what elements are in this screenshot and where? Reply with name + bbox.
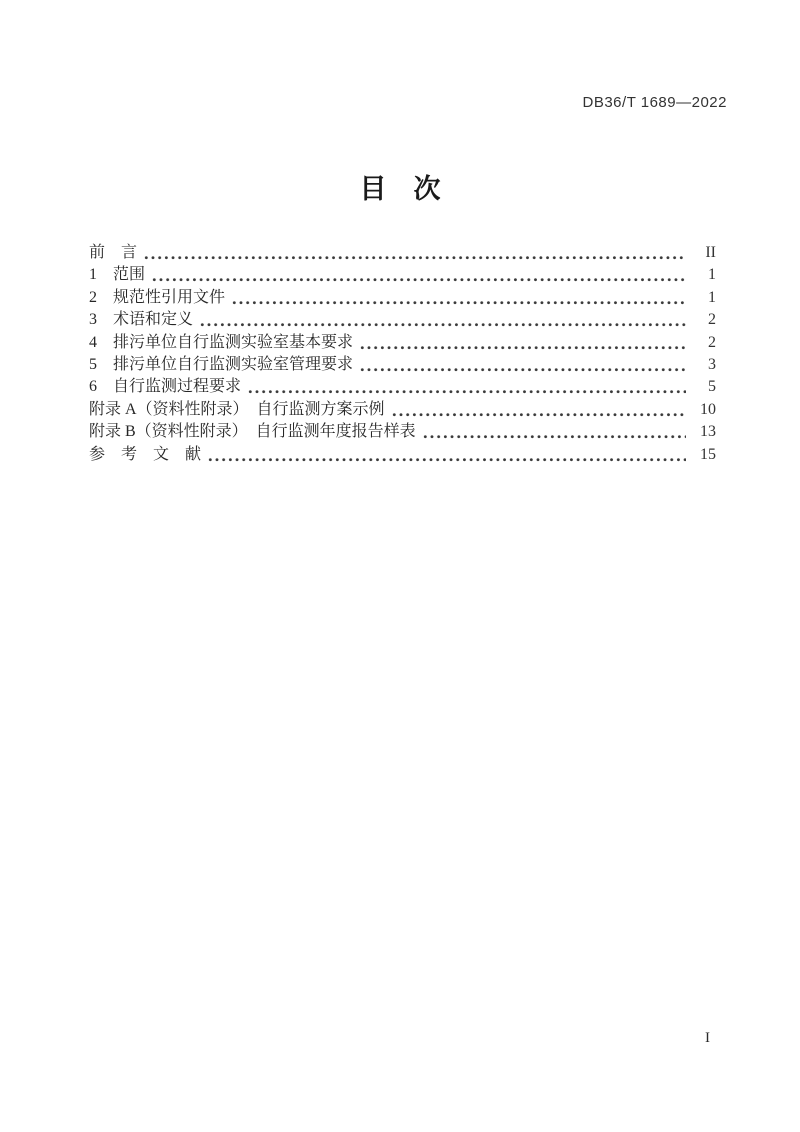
toc-entry (89, 242, 716, 264)
toc-entry-label: 2 规范性引用文件 (89, 288, 226, 306)
toc-entry-page: 15 (700, 445, 716, 463)
toc-entry (89, 399, 716, 421)
toc-entry-label: 6 自行监测过程要求 (89, 378, 242, 396)
toc-entry (89, 332, 716, 354)
dot-leader (151, 264, 686, 286)
toc-entry-label: 3 术语和定义 (89, 311, 194, 329)
toc-entry-label: 附录 B（资料性附录） 自行监测年度报告样表 (89, 423, 416, 441)
dot-leader (359, 354, 686, 376)
page-title: 目 次 (359, 174, 441, 204)
toc-entry-label: 1 范围 (89, 266, 146, 284)
toc-entry (89, 421, 716, 443)
toc-entry (89, 264, 716, 286)
dot-leader (143, 242, 686, 264)
toc-entry-page: 5 (708, 378, 716, 396)
toc-entry-page: II (705, 244, 716, 261)
dot-leader (247, 376, 686, 398)
toc-entry-label: 附录 A（资料性附录） 自行监测方案示例 (89, 400, 385, 418)
toc-entry-label: 5 排污单位自行监测实验室管理要求 (89, 355, 354, 373)
footer-page-number: I (705, 1030, 710, 1046)
toc-entry (89, 376, 716, 398)
toc-entry-page: 13 (700, 423, 716, 441)
toc-entry-page: 1 (708, 266, 716, 284)
toc-entry-page: 3 (708, 355, 716, 373)
dot-leader (231, 287, 686, 309)
dot-leader (422, 421, 686, 443)
dot-leader (199, 309, 686, 331)
toc-entry (89, 287, 716, 309)
toc-entry (89, 354, 716, 376)
table-of-contents (89, 242, 716, 466)
toc-entry-page: 1 (708, 288, 716, 306)
toc-entry-label: 参 考 文 献 (89, 445, 202, 463)
standard-code-header: DB36/T 1689—2022 (582, 94, 727, 111)
dot-leader (207, 444, 686, 466)
toc-entry-page: 10 (700, 400, 716, 418)
toc-entry-label: 前 言 (89, 244, 138, 261)
toc-entry-page: 2 (708, 311, 716, 329)
toc-entry (89, 444, 716, 466)
toc-entry-label: 4 排污单位自行监测实验室基本要求 (89, 333, 354, 351)
toc-entry-page: 2 (708, 333, 716, 351)
dot-leader (391, 399, 686, 421)
toc-entry (89, 309, 716, 331)
dot-leader (359, 332, 686, 354)
